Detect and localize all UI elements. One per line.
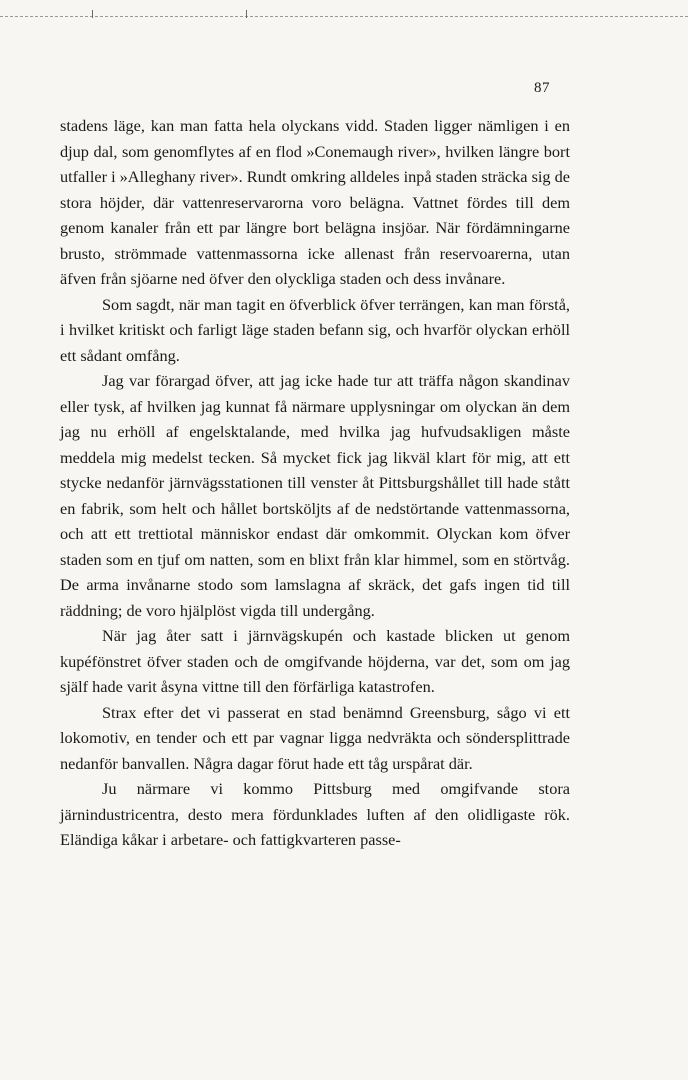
paragraph-2: Som sagdt, när man tagit en öfverblick öfver terrängen, kan man förstå, i hvilket kritiskt och farligt läge staden befann sig, och hvarför olyckan erhöll ett sådant omfång. xyxy=(60,294,570,365)
top-edge-mark xyxy=(246,10,247,18)
text-body xyxy=(60,113,570,853)
top-edge-mark xyxy=(92,10,93,18)
top-edge-rule xyxy=(0,16,688,17)
paragraph-6: Ju närmare vi kommo Pittsburg med omgifvande stora järnindustricentra, desto mera fördunklades luften af den olidligaste rök. Eländiga kåkar i arbetare- och fattigkvarteren passe- xyxy=(60,779,570,849)
paragraph-4: När jag åter satt i järnvägskupén och kastade blicken ut genom kupéfönstret öfver staden och de omgifvande höjderna, var det, som om jag själf hade varit åsyna vittne till den förfärliga katastrofen. xyxy=(60,626,570,696)
paragraph-5: Strax efter det vi passerat en stad benämnd Greensburg, sågo vi ett lokomotiv, en tender och ett par vagnar ligga nedvräkta och söndersplittrade nedanför banvallen. Några dagar förut hade ett tåg urspårat där. xyxy=(60,702,570,773)
paragraph-1: stadens läge, kan man fatta hela olyckans vidd. Staden ligger nämligen i en djup dal, som genomflytes af en flod »Conemaugh river», hvilken längre bort utfaller i »Alleghany river». Rundt omkring alldeles inpå staden sträcka sig de stora höjder, där vattenreservarorna voro belägna. Vattnet fördes till dem genom kanaler från ett par längre bort belägna insjöar. När fördämningarne brusto, strömmade vattenmassorna icke allenast från reservoarerna, utan äfven från sjöarne ned öfver den olyckliga staden och dess invånare. xyxy=(60,116,571,288)
page-number: 87 xyxy=(534,80,550,96)
paragraph-3: Jag var förargad öfver, att jag icke hade tur att träffa någon skandinav eller tysk, af hvilken jag kunnat få närmare upplysningar om olyckan än dem jag nu erhöll af engelsktalande, med hvilka jag hufvudsakligen måste meddela mig medelst tecken. Så mycket fick jag likväl klart för mig, att ett stycke nedanför järnvägsstationen till venster åt Pittsburgshållet till hade stått en fabrik, som helt och hållet bortsköljts af de nedstörtande vattenmassorna, och att ett trettiotal människor endast där omkommit. Olyckan kom öfver staden som en tjuf om natten, som en blixt från klar himmel, som en störtvåg. De arma invånarne stodo som lamslagna af skräck, det gafs ingen tid till räddning; de voro hjälplöst vigda till undergång. xyxy=(60,371,570,620)
